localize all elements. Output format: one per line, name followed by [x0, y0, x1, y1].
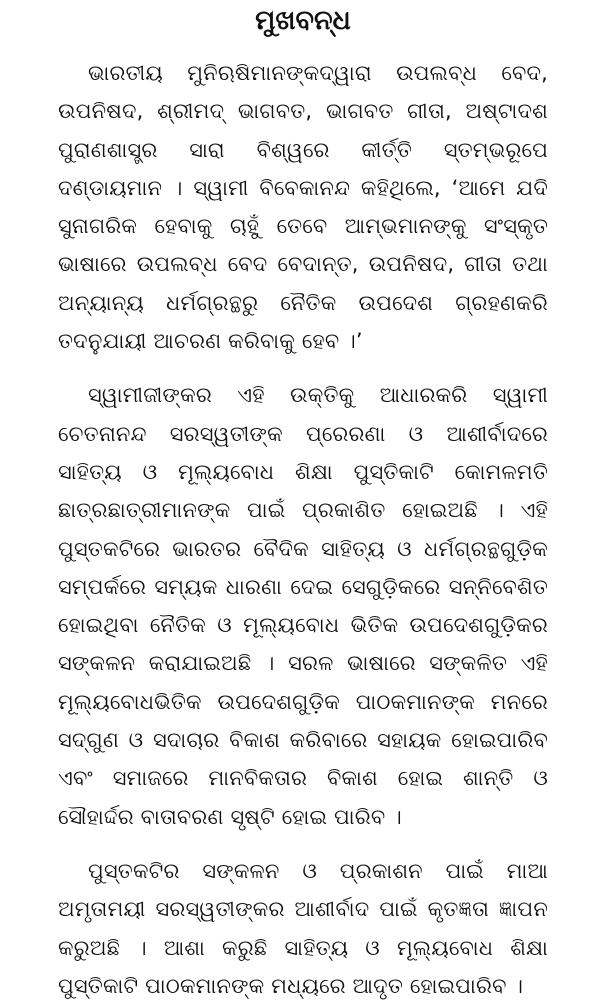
page-title: ମୁଖବନ୍ଧ [255, 5, 351, 36]
paragraph-2: ସ୍ୱାମୀଜୀଙ୍କର ଏହି ଉକ୍ତିକୁ ଆଧାରକରି ସ୍ୱାମୀ ଚେତନାନନ୍ଦ ସରସ୍ୱତୀଙ୍କ ପ୍ରେରଣା ଓ ଆଶୀର୍ବାଦରେ ସାହିତ୍ୟ ଓ ମୂଲ୍ୟବୋଧ ଶିକ୍ଷା ପୁସ୍ତିକାଟି କୋମଳମତି ଛାତ୍ରଛାତ୍ରୀମାନଙ୍କ ପାଇଁ ପ୍ରକାଶିତ ହୋଇଅଛି । ଏହି ପୁସ୍ତକଟିରେ ଭାରତର ବୈଦିକ ସାହିତ୍ୟ ଓ ଧର୍ମଗ୍ରନ୍ଥଗୁଡ଼ିକ ସମ୍ପର୍କରେ ସମ୍ୟକ ଧାରଣା ଦେଇ ସେଗୁଡ଼ିକରେ ସନ୍ନିବେଶିତ ହୋଇଥିବା ନୈତିକ ଓ ମୂଲ୍ୟବୋଧ ଭିତିକ ଉପଦେଶଗୁଡ଼ିକର ସଙ୍କଳନ କରାଯାଇଅଛି । ସରଳ ଭାଷାରେ ସଙ୍କଳିତ ଏହି ମୂଲ୍ୟବୋଧଭିତିକ ଉପଦେଶଗୁଡ଼ିକ ପାଠକମାନଙ୍କ ମନରେ ସଦ୍‌ଗୁଣ ଓ ସଦାଚାର ବିକାଶ କରିବାରେ ସହାୟକ ହୋଇପାରିବ ଏବଂ ସମାଜରେ ମାନବିକତାର ବିକାଶ ହୋଇ ଶାନ୍ତି ଓ ସୌହାର୍ଦ୍ଦର ବାତାବରଣ ସୃଷ୍ଟି ହୋଇ ପାରିବ । [58, 383, 548, 829]
paragraph-3: ପୁସ୍ତକଟିର ସଙ୍କଳନ ଓ ପ୍ରକାଶନ ପାଇଁ ମାଆ ଅମୃତାମୟୀ ସରସ୍ୱତୀଙ୍କର ଆଶୀର୍ବାଦ ପାଇଁ କୃତଜ୍ଞତା ଜ୍ଞାପନ କରୁଅଛି । ଆଶା କରୁଛି ସାହିତ୍ୟ ଓ ମୂଲ୍ୟବୋଧ ଶିକ୍ଷା ପୁସ୍ତିକାଟି ପାଠକମାନଙ୍କ ମଧ୍ୟରେ ଆଦୃତ ହୋଇପାରିବ । [58, 858, 548, 998]
paragraph-1: ଭାରତୀୟ ମୁନିଋଷିମାନଙ୍କଦ୍ୱାରା ଉପଲବ୍ଧ ବେଦ, ଉପନିଷଦ, ଶ୍ରୀମଦ୍ ଭାଗବତ, ଭାଗବତ ଗୀତା, ଅଷ୍ଟାଦଶ ପୁରାଣଶାସ୍ତ୍ର ସାରା ବିଶ୍ୱରେ କୀର୍ତ୍ତି ସ୍ତମ୍ଭରୂପେ ଦଣ୍ଡାୟମାନ । ସ୍ୱାମୀ ବିବେକାନନ୍ଦ କହିଥିଲେ, ‘ଆମେ ଯଦି ସୁନାଗରିକ ହେବାକୁ ଚାହୁଁ ତେବେ ଆମ୍ଭମାନଙ୍କୁ ସଂସ୍କୃତ ଭାଷାରେ ଉପଲବ୍ଧ ବେଦ ବେଦାନ୍ତ, ଉପନିଷଦ, ଗୀତା ତଥା ଅନ୍ୟାନ୍ୟ ଧର୍ମଗ୍ରନ୍ଥରୁ ନୈତିକ ଉପଦେଶ ଗ୍ରହଣକରି ତଦନୁଯାୟୀ ଆଚରଣ କରିବାକୁ ହେବ ।’ [58, 61, 548, 354]
